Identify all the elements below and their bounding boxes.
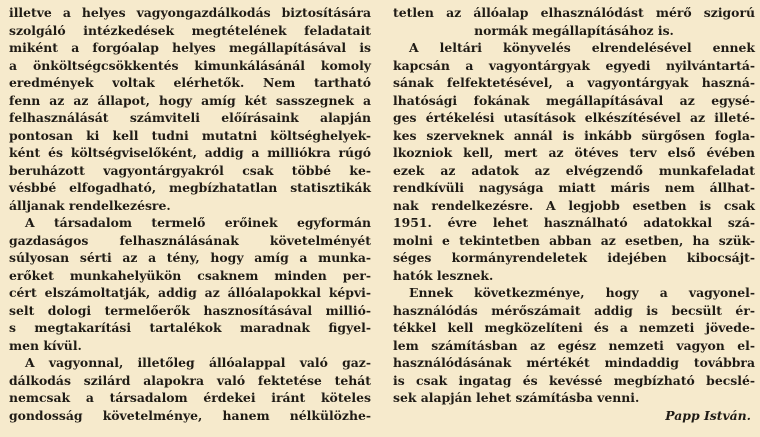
text-line: Ennek következménye, hogy a vagyonel- [409, 285, 755, 300]
text-line: ezek az adatok az elvégzendő munkafeladat [393, 162, 755, 178]
text-line: cért elszámoltatják, addig az állóalapokkal képvi- [9, 285, 371, 300]
text-line: hatók lesznek. [393, 267, 494, 283]
text-line: lkozniok kell, mert az ötéves terv első évében [393, 145, 755, 160]
text-line: is csak ingatag és kevéssé megbízható becslé- [393, 372, 755, 388]
text-line: lhatósági fokának megállapításával az egysé- [393, 92, 755, 108]
text-line: fenn az az állapot, hogy amíg két sasszegnek a [9, 92, 371, 108]
text-line: s megtakarítási tartalékok maradnak figyel- [9, 320, 371, 335]
text-line: a önköltségcsökkentés kimunkálásánál komoly [9, 57, 371, 73]
text-line: súlyosan sérti az a tény, hogy amíg a munka- [9, 250, 371, 265]
text-line: gazdaságos felhasználásának követelményét [9, 232, 371, 248]
text-line: selt dologi termelőerők hasznosításával millió- [9, 302, 371, 318]
text-line: sek alapján lehet számításba venni. [393, 390, 640, 405]
text-line: kapcsán a vagyontárgyak egyedi nyilvántartá- [393, 57, 755, 73]
text-line: kes szerveknek annál is inkább sürgősen fogla- [393, 127, 755, 143]
text-line: A társadalom termelő erőinek egyformán [25, 215, 371, 230]
text-line: miként a forgóalap helyes megállapításával is [9, 40, 371, 55]
text-line: eredmények voltak elérhetők. Nem tartható [9, 75, 371, 90]
text-line: tetlen az állóalap elhasználódást mérő szigorú [393, 5, 755, 20]
text-line: men kívül. [9, 337, 82, 353]
text-line: beruházott vagyontárgyakról csak többé ke- [9, 162, 371, 178]
text-line: illetve a helyes vagyongazdálkodás biztosítására [9, 5, 371, 20]
right-column [393, 4, 755, 424]
author-signature: Papp István. [665, 407, 751, 423]
text-line: A vagyonnal, illetőleg állóalappal való gaz- [25, 355, 371, 370]
text-line: gondosság követelménye, hanem nélkülözhe- [9, 407, 371, 423]
text-line: sának felfektetésével, a vagyontárgyak haszná- [393, 75, 755, 90]
text-line: tékkel kell megközelíteni és a nemzeti jövede- [393, 320, 755, 335]
left-column [9, 4, 371, 424]
text-line: felhasználását számviteli előírásaink alapján [9, 110, 371, 125]
text-line: lem számításban az egész nemzeti vagyon el- [393, 337, 755, 353]
text-line: álljanak rendelkezésre. [9, 197, 171, 213]
text-line: erőket munkahelyükön csaknem minden per- [9, 267, 371, 283]
text-line: szolgáló intézkedések megtételének feladatait [9, 22, 371, 38]
text-line: molni e tekintetben abban az esetben, ha szük- [393, 232, 755, 248]
text-line: 1951. évre lehet használható adatokkal szá- [393, 215, 755, 230]
text-line: séges kormányrendeletek idejében kibocsájt- [393, 250, 755, 265]
text-line: vésbbé elfogadható, megbízhatatlan statisztikák [9, 180, 371, 195]
text-line: nak rendelkezésre. A legjobb esetben is csak [393, 197, 755, 213]
text-line: dálkodás szilárd alapokra való fektetése tehát [9, 372, 371, 388]
text-line: normák megállapításához is. [474, 22, 674, 38]
text-line: rendkívüli nagysága miatt máris nem állhat- [393, 180, 755, 195]
text-line: pontosan ki kell tudni mutatni költséghelyek- [9, 127, 371, 143]
text-line: nemcsak a társadalom érdekei iránt köteles [9, 390, 371, 405]
text-line: használódásának mértékét mindaddig továbbra [393, 355, 755, 370]
text-line: A leltári könyvelés elrendelésével ennek [409, 40, 755, 55]
text-line: ges értékelési utasítások elkészítésével az illeté- [393, 110, 755, 125]
text-line: ként és költségviselőként, addig a milliókra rúgó [9, 145, 371, 160]
text-line: használódás mérőszámait addig is becsült ér- [393, 302, 755, 318]
